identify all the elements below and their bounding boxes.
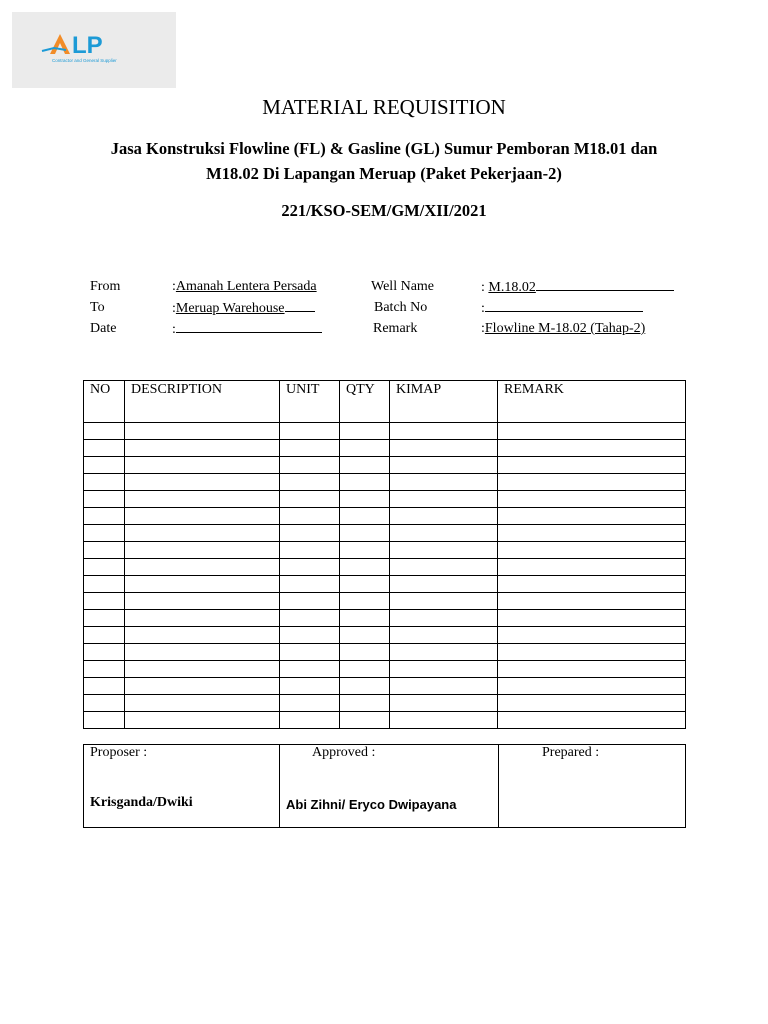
cell-kimap[interactable] bbox=[390, 627, 498, 644]
table-row bbox=[84, 423, 686, 440]
table-row bbox=[84, 525, 686, 542]
to-label: To bbox=[90, 300, 105, 315]
cell-remark[interactable] bbox=[498, 610, 686, 627]
cell-description[interactable] bbox=[125, 474, 280, 491]
cell-unit[interactable] bbox=[280, 678, 340, 695]
cell-qty[interactable] bbox=[340, 678, 390, 695]
cell-no[interactable] bbox=[84, 559, 125, 576]
cell-qty[interactable] bbox=[340, 525, 390, 542]
well-name-label: Well Name bbox=[371, 279, 435, 294]
date-separator: : bbox=[172, 322, 176, 337]
cell-remark[interactable] bbox=[498, 542, 686, 559]
signature-row bbox=[84, 745, 686, 828]
cell-no[interactable] bbox=[84, 644, 125, 661]
cell-qty[interactable] bbox=[340, 610, 390, 627]
cell-qty[interactable] bbox=[340, 627, 390, 644]
approved-cell bbox=[280, 745, 499, 828]
cell-no[interactable] bbox=[84, 678, 125, 695]
document-number: 221/KSO-SEM/GM/XII/2021 bbox=[281, 201, 487, 220]
cell-unit[interactable] bbox=[280, 457, 340, 474]
cell-unit[interactable] bbox=[280, 712, 340, 729]
table-row bbox=[84, 576, 686, 593]
cell-qty[interactable] bbox=[340, 576, 390, 593]
items-body bbox=[84, 423, 686, 729]
proposer-label: Proposer : bbox=[90, 745, 148, 760]
cell-unit[interactable] bbox=[280, 559, 340, 576]
col-header-remark: REMARK bbox=[498, 381, 686, 423]
table-row bbox=[84, 491, 686, 508]
col-header-qty: QTY bbox=[340, 381, 390, 423]
prepared-cell bbox=[499, 745, 686, 828]
cell-qty[interactable] bbox=[340, 474, 390, 491]
cell-kimap[interactable] bbox=[390, 712, 498, 729]
cell-kimap[interactable] bbox=[390, 661, 498, 678]
cell-remark[interactable] bbox=[498, 474, 686, 491]
cell-kimap[interactable] bbox=[390, 474, 498, 491]
cell-kimap[interactable] bbox=[390, 525, 498, 542]
from-label: From bbox=[90, 279, 121, 294]
cell-unit[interactable] bbox=[280, 423, 340, 440]
cell-no[interactable] bbox=[84, 627, 125, 644]
cell-description[interactable] bbox=[125, 508, 280, 525]
table-row bbox=[84, 627, 686, 644]
table-row bbox=[84, 678, 686, 695]
remark-separator: : bbox=[481, 321, 485, 336]
remark-value-text: Flowline M-18.02 (Tahap-2) bbox=[484, 321, 646, 336]
cell-description[interactable] bbox=[125, 695, 280, 712]
cell-kimap[interactable] bbox=[390, 678, 498, 695]
date-value-blank bbox=[176, 319, 322, 333]
well-value-blank bbox=[536, 277, 674, 291]
proposer-cell bbox=[84, 745, 280, 828]
cell-remark[interactable] bbox=[498, 678, 686, 695]
to-value-blank bbox=[285, 298, 315, 312]
cell-no[interactable] bbox=[84, 610, 125, 627]
table-row bbox=[84, 508, 686, 525]
cell-unit[interactable] bbox=[280, 440, 340, 457]
well-value-text: M.18.02 bbox=[488, 280, 536, 295]
cell-kimap[interactable] bbox=[390, 491, 498, 508]
date-label: Date bbox=[90, 321, 117, 336]
cell-description[interactable] bbox=[125, 678, 280, 695]
prepared-label: Prepared : bbox=[542, 745, 600, 760]
cell-no[interactable] bbox=[84, 474, 125, 491]
svg-text:LP: LP bbox=[72, 32, 103, 59]
table-row bbox=[84, 542, 686, 559]
subtitle-line-1: Jasa Konstruksi Flowline (FL) & Gasline (GL) Sumur Pemboran M18.01 dan bbox=[110, 139, 658, 158]
cell-unit[interactable] bbox=[280, 695, 340, 712]
cell-no[interactable] bbox=[84, 593, 125, 610]
cell-unit[interactable] bbox=[280, 508, 340, 525]
cell-no[interactable] bbox=[84, 440, 125, 457]
cell-no[interactable] bbox=[84, 695, 125, 712]
col-header-kimap: KIMAP bbox=[390, 381, 498, 423]
cell-kimap[interactable] bbox=[390, 576, 498, 593]
cell-remark[interactable] bbox=[498, 491, 686, 508]
col-header-unit: UNIT bbox=[280, 381, 340, 423]
subtitle-line-2: M18.02 Di Lapangan Meruap (Paket Pekerjaan-2) bbox=[206, 164, 562, 183]
cell-remark[interactable] bbox=[498, 661, 686, 678]
items-header-row bbox=[84, 381, 686, 423]
cell-description[interactable] bbox=[125, 576, 280, 593]
cell-no[interactable] bbox=[84, 712, 125, 729]
table-row bbox=[84, 593, 686, 610]
signature-table bbox=[83, 744, 686, 828]
cell-qty[interactable] bbox=[340, 542, 390, 559]
cell-description[interactable] bbox=[125, 423, 280, 440]
table-row bbox=[84, 457, 686, 474]
cell-unit[interactable] bbox=[280, 525, 340, 542]
company-logo bbox=[12, 12, 176, 88]
alp-logo-icon bbox=[12, 12, 176, 88]
cell-remark[interactable] bbox=[498, 695, 686, 712]
cell-unit[interactable] bbox=[280, 491, 340, 508]
cell-remark[interactable] bbox=[498, 440, 686, 457]
date-value bbox=[172, 319, 322, 340]
cell-qty[interactable] bbox=[340, 457, 390, 474]
cell-description[interactable] bbox=[125, 542, 280, 559]
batch-value-blank bbox=[485, 298, 643, 312]
cell-kimap[interactable] bbox=[390, 644, 498, 661]
to-value bbox=[172, 298, 315, 319]
cell-description[interactable] bbox=[125, 525, 280, 542]
cell-no[interactable] bbox=[84, 576, 125, 593]
document-subtitle bbox=[90, 136, 678, 186]
cell-description[interactable] bbox=[125, 627, 280, 644]
cell-no[interactable] bbox=[84, 525, 125, 542]
cell-remark[interactable] bbox=[498, 559, 686, 576]
from-value-text: Amanah Lentera Persada bbox=[175, 279, 317, 294]
batch-no-value bbox=[481, 298, 643, 319]
cell-remark[interactable] bbox=[498, 576, 686, 593]
table-row bbox=[84, 474, 686, 491]
cell-description[interactable] bbox=[125, 610, 280, 627]
proposer-name: Krisganda/Dwiki bbox=[90, 795, 193, 810]
cell-remark[interactable] bbox=[498, 627, 686, 644]
cell-remark[interactable] bbox=[498, 644, 686, 661]
cell-kimap[interactable] bbox=[390, 695, 498, 712]
from-value bbox=[172, 277, 317, 297]
batch-no-label: Batch No bbox=[374, 300, 428, 315]
cell-kimap[interactable] bbox=[390, 542, 498, 559]
items-table bbox=[83, 380, 686, 729]
cell-unit[interactable] bbox=[280, 644, 340, 661]
cell-remark[interactable] bbox=[498, 423, 686, 440]
cell-no[interactable] bbox=[84, 457, 125, 474]
col-header-no: NO bbox=[84, 381, 125, 423]
cell-qty[interactable] bbox=[340, 440, 390, 457]
table-row bbox=[84, 661, 686, 678]
cell-kimap[interactable] bbox=[390, 559, 498, 576]
cell-remark[interactable] bbox=[498, 457, 686, 474]
cell-no[interactable] bbox=[84, 491, 125, 508]
cell-unit[interactable] bbox=[280, 542, 340, 559]
cell-remark[interactable] bbox=[498, 593, 686, 610]
cell-description[interactable] bbox=[125, 457, 280, 474]
cell-no[interactable] bbox=[84, 423, 125, 440]
table-row bbox=[84, 644, 686, 661]
cell-description[interactable] bbox=[125, 593, 280, 610]
cell-description[interactable] bbox=[125, 440, 280, 457]
cell-remark[interactable] bbox=[498, 525, 686, 542]
cell-remark[interactable] bbox=[498, 712, 686, 729]
col-header-description: DESCRIPTION bbox=[125, 381, 280, 423]
table-row bbox=[84, 610, 686, 627]
to-separator: : bbox=[172, 301, 176, 316]
batch-separator: : bbox=[481, 301, 485, 316]
cell-qty[interactable] bbox=[340, 695, 390, 712]
table-row bbox=[84, 440, 686, 457]
cell-qty[interactable] bbox=[340, 593, 390, 610]
remark-label: Remark bbox=[373, 321, 418, 336]
well-name-value bbox=[481, 277, 674, 298]
cell-kimap[interactable] bbox=[390, 610, 498, 627]
cell-qty[interactable] bbox=[340, 661, 390, 678]
table-row bbox=[84, 712, 686, 729]
cell-unit[interactable] bbox=[280, 593, 340, 610]
cell-kimap[interactable] bbox=[390, 423, 498, 440]
cell-no[interactable] bbox=[84, 661, 125, 678]
table-row bbox=[84, 695, 686, 712]
cell-unit[interactable] bbox=[280, 576, 340, 593]
cell-unit[interactable] bbox=[280, 474, 340, 491]
cell-description[interactable] bbox=[125, 661, 280, 678]
cell-kimap[interactable] bbox=[390, 508, 498, 525]
cell-kimap[interactable] bbox=[390, 593, 498, 610]
cell-unit[interactable] bbox=[280, 661, 340, 678]
to-value-text: Meruap Warehouse bbox=[175, 301, 285, 316]
cell-qty[interactable] bbox=[340, 559, 390, 576]
document-title: MATERIAL REQUISITION bbox=[262, 95, 506, 119]
cell-no[interactable] bbox=[84, 508, 125, 525]
cell-qty[interactable] bbox=[340, 644, 390, 661]
cell-qty[interactable] bbox=[340, 508, 390, 525]
remark-value bbox=[481, 319, 645, 339]
cell-description[interactable] bbox=[125, 559, 280, 576]
approved-name: Abi Zihni/ Eryco Dwipayana bbox=[286, 797, 457, 812]
cell-remark[interactable] bbox=[498, 508, 686, 525]
cell-no[interactable] bbox=[84, 542, 125, 559]
table-row bbox=[84, 559, 686, 576]
well-separator: : bbox=[481, 280, 485, 295]
cell-description[interactable] bbox=[125, 644, 280, 661]
cell-qty[interactable] bbox=[340, 423, 390, 440]
svg-text:Contractor and General Supplie: Contractor and General Supplier bbox=[52, 58, 117, 63]
from-separator: : bbox=[172, 279, 176, 294]
cell-description[interactable] bbox=[125, 491, 280, 508]
cell-unit[interactable] bbox=[280, 627, 340, 644]
cell-unit[interactable] bbox=[280, 610, 340, 627]
approved-label: Approved : bbox=[312, 745, 376, 760]
cell-qty[interactable] bbox=[340, 712, 390, 729]
cell-qty[interactable] bbox=[340, 491, 390, 508]
cell-kimap[interactable] bbox=[390, 440, 498, 457]
cell-description[interactable] bbox=[125, 712, 280, 729]
cell-kimap[interactable] bbox=[390, 457, 498, 474]
